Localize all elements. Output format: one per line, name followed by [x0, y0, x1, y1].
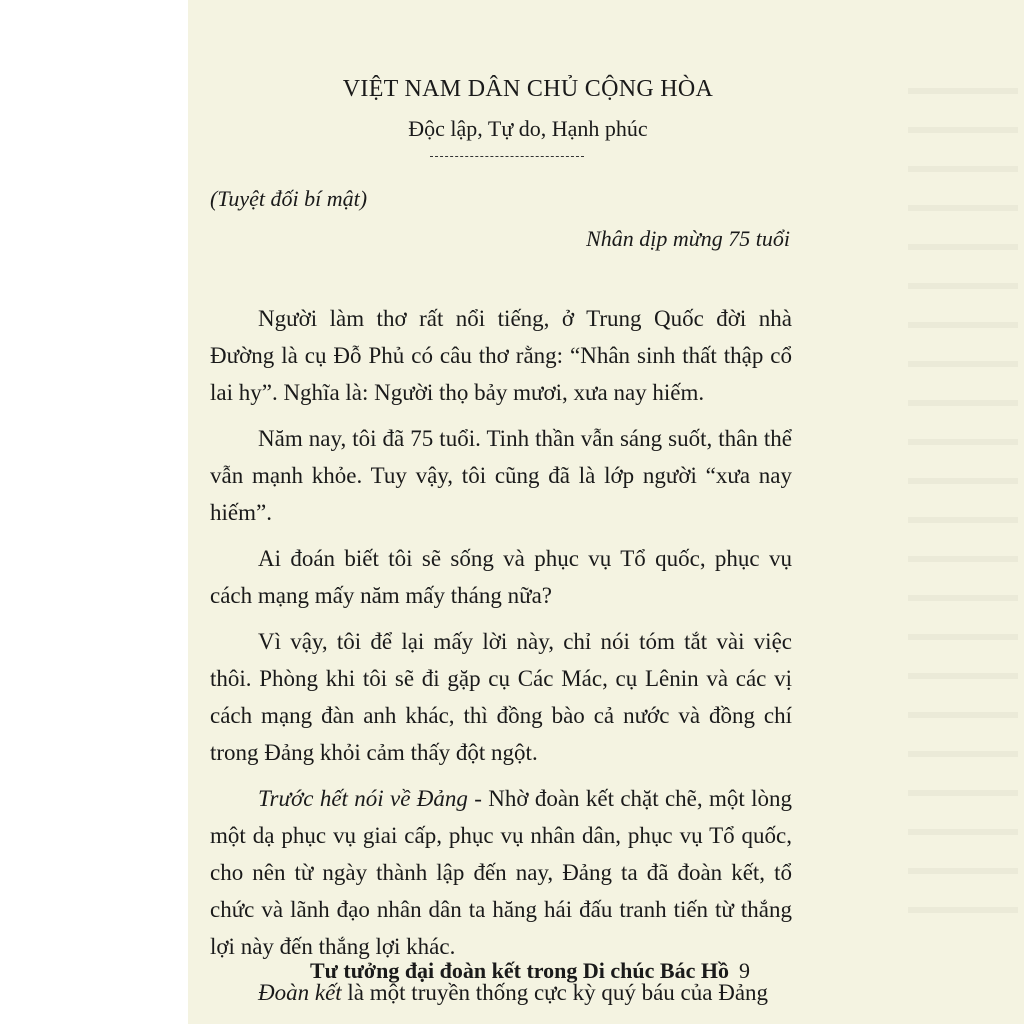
paragraph: Năm nay, tôi đã 75 tuổi. Tinh thần vẫn sáng suốt, thân thể vẫn mạnh khỏe. Tuy vậy, tôi cũng đã là lớp người “xưa nay hiếm”. [210, 426, 792, 525]
paragraph-text: - Nhờ đoàn kết chặt chẽ, một lòng một dạ phục vụ giai cấp, phục vụ nhân dân, phục vụ Tổ quốc, cho nên từ ngày thành lập đến nay, Đảng ta đã đoàn kết, tổ chức và lãnh đạo nhân dân ta hăng hái đấu tranh tiến từ thắng lợi này đến thắng lợi khác. [210, 786, 792, 959]
classification-note: (Tuyệt đối bí mật) [210, 186, 368, 211]
page-number: 9 [738, 958, 750, 983]
paragraph [210, 780, 792, 965]
body-text [210, 300, 792, 1020]
nation-heading: VIỆT NAM DÂN CHỦ CỘNG HÒA [342, 76, 714, 102]
show-through-text [908, 70, 1018, 930]
occasion-note: Nhân dịp mừng 75 tuổi [586, 226, 790, 251]
paragraph: Ai đoán biết tôi sẽ sống và phục vụ Tổ quốc, phục vụ cách mạng mấy năm mấy tháng nữa? [210, 546, 792, 608]
emphasis-term: Đoàn kết [258, 980, 342, 1005]
paragraph: Người làm thơ rất nổi tiếng, ở Trung Quốc đời nhà Đường là cụ Đỗ Phủ có câu thơ rằng: “Nhân sinh thất thập cổ lai hy”. Nghĩa là: Người thọ bảy mươi, xưa nay hiếm. [210, 306, 792, 405]
running-footer [310, 958, 800, 984]
paragraph-text: là một truyền thống cực kỳ quý báu của Đảng [341, 980, 769, 1005]
separator-line [430, 156, 584, 157]
paragraph: Vì vậy, tôi để lại mấy lời này, chỉ nói tóm tắt vài việc thôi. Phòng khi tôi sẽ đi gặp cụ Các Mác, cụ Lênin và các vị cách mạng đàn anh khác, thì đồng bào cả nước và đồng chí trong Đảng khỏi cảm thấy đột ngột. [210, 629, 792, 765]
book-title: Tư tưởng đại đoàn kết trong Di chúc Bác Hồ [310, 958, 729, 983]
section-heading-inline: Trước hết nói về Đảng [258, 786, 468, 811]
motto: Độc lập, Tự do, Hạnh phúc [408, 116, 648, 141]
